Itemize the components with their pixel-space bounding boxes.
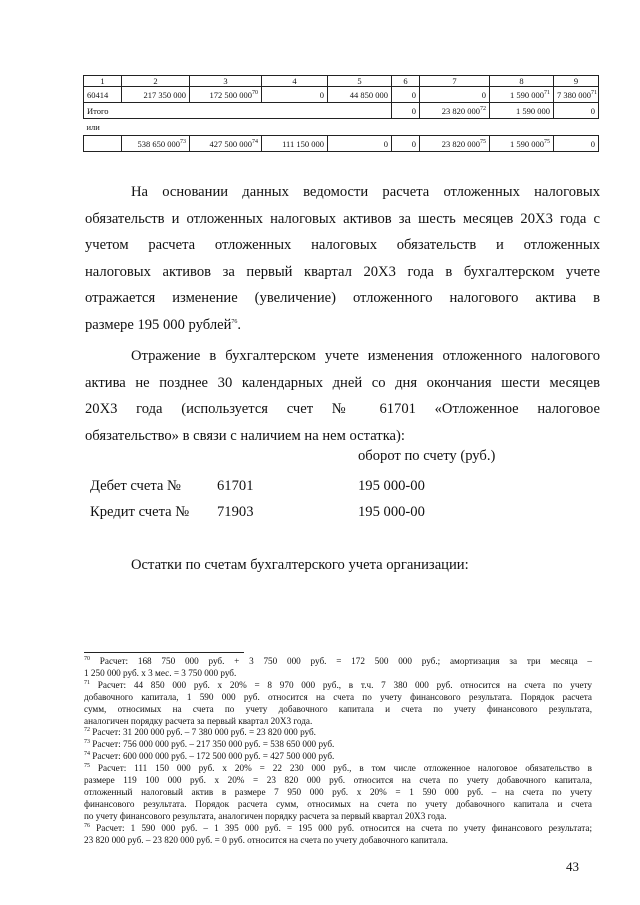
- table-cell: 0: [392, 136, 420, 152]
- footnote-ref: 76: [231, 319, 238, 326]
- credit-amount: 195 000-00: [358, 504, 425, 520]
- account-cell: 60414: [84, 87, 122, 103]
- footnote-ref: 72: [480, 105, 486, 112]
- footnote-line: по учету финансового результата, аналогичен порядку расчета за первый квартал 20Х3 года.: [84, 810, 447, 821]
- paragraph-1: [85, 179, 600, 339]
- table-cell: 0: [328, 136, 392, 152]
- table-header-row: [84, 76, 599, 87]
- paragraph-line: Отражение в бухгалтерском учете изменения отложенного налогового: [131, 348, 600, 364]
- footnote-line: сумм, относимых на счета по учету добавочного капитала и счета по учету финансового результата,: [84, 703, 592, 714]
- table-cell: 7 380 $000^{71}$: [554, 87, 599, 103]
- paragraph-line: налоговых активов за первый квартал 20Х3 года в бухгалтерском учете: [85, 263, 600, 280]
- footnotes: [84, 656, 592, 847]
- table-cell: 23 820 $000^{72}$: [420, 103, 490, 119]
- footnote-ref: 71: [591, 89, 597, 96]
- table-cell: 538 650 $000^{73}$: [122, 136, 190, 152]
- header-cell: 7: [420, 76, 490, 87]
- balances-heading: Остатки по счетам бухгалтерского учета организации:: [131, 557, 469, 573]
- table-cell: 1 590 000: [490, 103, 554, 119]
- footnote-ref: 73: [180, 138, 186, 145]
- footnote-number: 76: [84, 822, 90, 829]
- credit-entry: [90, 504, 610, 524]
- footnote-number: 71: [84, 679, 90, 686]
- footnote-line: $^{72}$ Расчет: 31 200 000 руб. – 7 380 000 руб. = 23 820 000 руб.: [84, 727, 316, 738]
- page-number: 43: [566, 859, 579, 874]
- table-cell: 427 500 $000^{74}$: [190, 136, 262, 152]
- footnote-line: размере 119 100 000 руб. х 20% = 23 820 000 руб. относится на счета по учету добавочного капитала,: [84, 775, 592, 786]
- paragraph-line: размере 195 000 рублей$^{76}$.: [85, 316, 242, 333]
- paragraph-line: обязательств и отложенных налоговых активов за шесть месяцев 20Х3 года с: [85, 210, 600, 227]
- table-cell: 172 500 $000^{70}$: [190, 87, 262, 103]
- footnote-73: [84, 739, 592, 751]
- footnote-line: добавочного капитала, 1 590 000 руб. относится на счета по учету финансового результата. Порядок расчета: [84, 691, 592, 702]
- header-cell: 5: [328, 76, 392, 87]
- table-or-row: [84, 119, 599, 136]
- footnote-72: [84, 727, 592, 739]
- footnote-75: [84, 763, 592, 823]
- header-cell: 6: [392, 76, 420, 87]
- footnote-line: 23 820 000 руб. – 23 820 000 руб. = 0 руб. относится на счета по учету добавочного капитала.: [84, 834, 448, 845]
- debit-amount: 195 000-00: [358, 478, 425, 494]
- footnote-76: [84, 823, 592, 847]
- paragraph-line: обязательство» в связи с наличием на нем остатка):: [85, 427, 405, 444]
- table-cell: 0: [262, 87, 328, 103]
- footnote-line: $^{73}$ Расчет: 756 000 000 руб. – 217 350 000 руб. = 538 650 000 руб.: [84, 739, 335, 750]
- header-cell: 4: [262, 76, 328, 87]
- table-row-60414: [84, 87, 599, 103]
- footnote-number: 74: [84, 751, 90, 758]
- header-cell: 2: [122, 76, 190, 87]
- footnote-ref: 75: [480, 138, 486, 145]
- table-row-total: [84, 103, 599, 119]
- table-cell: 1 590 $000^{71}$: [490, 87, 554, 103]
- table-cell: 0: [554, 136, 599, 152]
- table-cell: 44 850 000: [328, 87, 392, 103]
- table-cell: 0: [392, 103, 420, 119]
- total-label: Итого: [84, 103, 392, 119]
- turnover-header: оборот по счету (руб.): [358, 448, 496, 464]
- footnote-line: $^{76}$ Расчет: 1 590 000 руб. – 1 395 000 руб. = 195 000 руб. относится на счета по учету финансового результата;: [84, 822, 592, 833]
- debit-account: 61701: [217, 478, 254, 494]
- header-cell: 9: [554, 76, 599, 87]
- table-cell: 1 590 $000^{75}$: [490, 136, 554, 152]
- table-cell: 0: [420, 87, 490, 103]
- footnote-line: отложенный налоговый актив в размере 7 950 000 руб. х 20% = 1 590 000 руб. – на счета по учету: [84, 786, 592, 797]
- footnote-ref: 71: [544, 89, 550, 96]
- footnote-line: финансового результата. Порядок расчета сумм, относимых на счета по учету добавочного капитала и счета: [84, 798, 592, 809]
- debit-entry: [90, 478, 610, 498]
- table-cell: 23 820 $000^{75}$: [420, 136, 490, 152]
- table-row-alt: [84, 136, 599, 152]
- table-cell: 0: [392, 87, 420, 103]
- table-cell: [84, 136, 122, 152]
- credit-label: Кредит счета №: [90, 504, 190, 520]
- footnote-70: [84, 656, 592, 680]
- footnote-line: $^{74}$ Расчет: 600 000 000 руб. – 172 500 000 руб. = 427 500 000 руб.: [84, 751, 335, 762]
- footnote-line: $^{70}$ Расчет: 168 750 000 руб. + 3 750 000 руб. = 172 500 000 руб.; амортизация за три месяца –: [84, 655, 593, 666]
- footnote-number: 73: [84, 739, 90, 746]
- footnote-74: [84, 751, 592, 763]
- header-cell: 1: [84, 76, 122, 87]
- table-cell: 0: [554, 103, 599, 119]
- paragraph-2: [85, 343, 600, 449]
- credit-account: 71903: [217, 504, 254, 520]
- footnote-ref: 74: [252, 138, 258, 145]
- paragraph-line: На основании данных ведомости расчета отложенных налоговых: [131, 184, 600, 200]
- or-label: или: [84, 119, 599, 136]
- footnote-ref: 70: [252, 89, 258, 96]
- table-cell: 111 150 000: [262, 136, 328, 152]
- footnote-number: 72: [84, 727, 90, 734]
- footnote-number: 75: [84, 763, 90, 770]
- header-cell: 8: [490, 76, 554, 87]
- paragraph-line: отражается изменение (увеличение) отложенного налогового актива в: [85, 290, 600, 307]
- footnote-number: 70: [84, 655, 90, 662]
- footnote-line: $^{71}$ Расчет: 44 850 000 руб. х 20% = 8 970 000 руб., в т.ч. 7 380 000 руб. относится на счета по учету: [84, 679, 593, 690]
- footnote-divider: [84, 652, 244, 653]
- footnote-line: $^{75}$ Расчет: 111 150 000 руб. х 20% = 22 230 000 руб., в том числе отложенное налоговое обязательство в: [84, 763, 593, 774]
- footnote-line: аналогичен порядку расчета за первый квартал 20Х3 года.: [84, 715, 313, 726]
- paragraph-line: актива не позднее 30 календарных дней со дня окончания шести месяцев: [85, 374, 600, 391]
- footnote-71: [84, 680, 592, 728]
- paragraph-line: учетом расчета отложенных налоговых обязательств и отложенных: [85, 237, 600, 254]
- debit-label: Дебет счета №: [90, 478, 181, 494]
- footnote-line: 1 250 000 руб. х 3 мес. = 3 750 000 руб.: [84, 667, 237, 678]
- header-cell: 3: [190, 76, 262, 87]
- table-cell: 217 350 000: [122, 87, 190, 103]
- paragraph-line: 20Х3 года (используется счет № 61701 «Отложенное налоговое: [85, 401, 600, 418]
- ledger-table: [83, 75, 599, 152]
- footnote-ref: 75: [544, 138, 550, 145]
